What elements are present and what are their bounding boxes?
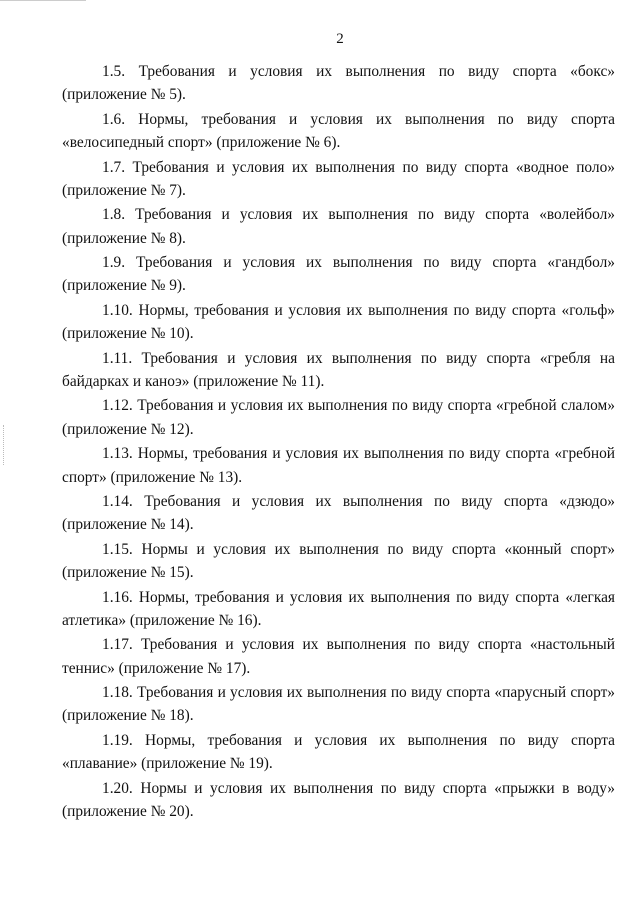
list-item: 1.18. Требования и условия их выполнения по виду спорта «парусный спорт» (приложение № 18). <box>62 684 615 725</box>
list-item: 1.11. Требования и условия их выполнения по виду спорта «гребля на байдарках и каноэ» (приложение № 11). <box>62 349 615 390</box>
list-item: 1.6. Нормы, требования и условия их выполнения по виду спорта «велосипедный спорт» (приложение № 6). <box>62 110 615 152</box>
list-item: 1.16. Нормы, требования и условия их выполнения по виду спорта «легкая атлетика» (приложение № 16). <box>62 588 615 629</box>
list-item: 1.14. Требования и условия их выполнения по виду спорта «дзюдо» (приложение № 14). <box>62 493 615 534</box>
list-item: 1.9. Требования и условия их выполнения по виду спорта «гандбол» (приложение № 9). <box>62 254 615 295</box>
list-item: 1.20. Нормы и условия их выполнения по виду спорта «прыжки в воду» (приложение № 20). <box>62 779 615 821</box>
list-item: 1.5. Требования и условия их выполнения по виду спорта «бокс» (приложение № 5). <box>62 63 615 104</box>
list-item: 1.12. Требования и условия их выполнения по виду спорта «гребной слалом» (приложение № 12). <box>62 397 615 438</box>
list-item: 1.15. Нормы и условия их выполнения по виду спорта «конный спорт» (приложение № 15). <box>62 540 615 582</box>
page-number: 2 <box>336 31 344 47</box>
list-item: 1.10. Нормы, требования и условия их выполнения по виду спорта «гольф» (приложение № 10). <box>62 301 615 343</box>
scan-margin-mark <box>3 425 5 465</box>
document-body <box>62 60 615 825</box>
list-item: 1.7. Требования и условия их выполнения по виду спорта «водное поло» (приложение № 7). <box>62 158 615 199</box>
list-item: 1.19. Нормы, требования и условия их выполнения по виду спорта «плавание» (приложение № 19). <box>62 731 615 773</box>
list-item: 1.17. Требования и условия их выполнения по виду спорта «настольный теннис» (приложение № 17). <box>62 636 615 677</box>
list-item: 1.13. Нормы, требования и условия их выполнения по виду спорта «гребной спорт» (приложение № 13). <box>62 445 615 486</box>
list-item: 1.8. Требования и условия их выполнения по виду спорта «волейбол» (приложение № 8). <box>62 206 615 247</box>
scan-edge-mark <box>0 0 86 1</box>
